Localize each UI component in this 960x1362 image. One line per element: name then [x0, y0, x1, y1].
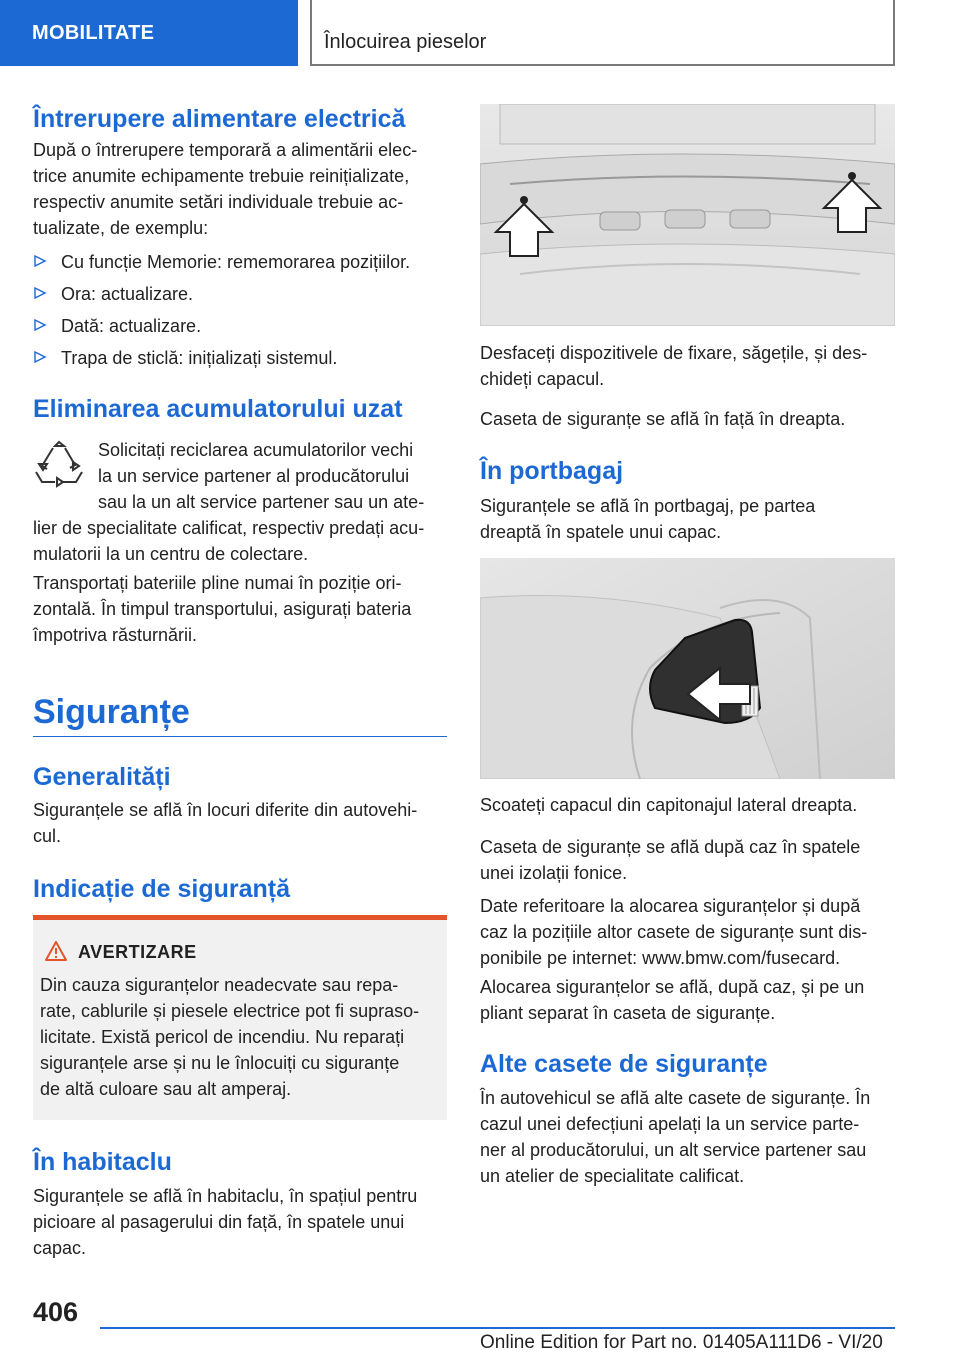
general-text [33, 797, 417, 849]
footer-rule [100, 1327, 895, 1329]
text-line: unei izolații fonice. [480, 863, 628, 883]
other-fuseboxes-heading: Alte casete de siguranțe [480, 1050, 768, 1078]
trunk-heading: În portbagaj [480, 457, 624, 485]
step-remove-cover-text: Scoateți capacul din capitonajul lateral dreapta. [480, 795, 858, 815]
triangle-right-outline-icon [33, 286, 47, 300]
battery-disposal-text [33, 515, 424, 567]
battery-disposal-heading: Eliminarea acumulatorului uzat [33, 395, 403, 423]
safety-note-heading: Indicație de siguranță [33, 875, 291, 903]
text-line: În autovehicul se află alte casete de siguranțe. În [480, 1088, 871, 1108]
chapter-title: Înlocuirea pieselor [324, 31, 487, 53]
triangle-right-outline-icon [33, 350, 47, 364]
text-line: pliant separat în caseta de siguranțe. [480, 1003, 776, 1023]
list-item-text: Dată: actualizare. [61, 316, 202, 336]
list-item-text: Cu funcție Memorie: rememorarea pozițiilor. [61, 252, 411, 272]
text-line: mulatorii la un centru de colectare. [33, 544, 309, 564]
fuses-chapter-heading: Siguranțe [33, 693, 190, 731]
text-line: caz la pozițiile altor casete de siguranțe sunt dis- [480, 922, 868, 942]
triangle-right-outline-icon [33, 254, 47, 268]
battery-transport-text [33, 570, 411, 648]
list-item [33, 249, 447, 275]
power-interruption-text [33, 137, 417, 241]
front-fusebox-location-text: Caseta de siguranțe se află în față în dreapta. [480, 409, 846, 429]
text-line: cazul unei defecțiuni apelați la un service parte- [480, 1114, 860, 1134]
list-item [33, 313, 447, 339]
fuse-leaflet-text [480, 974, 864, 1026]
header-frame-bottom [311, 64, 895, 66]
cabin-text [33, 1183, 417, 1261]
text-line: Din cauza siguranțelor neadecvate sau repa- [40, 975, 399, 995]
text-line: Alocarea siguranțelor se află, după caz, și pe un [480, 977, 865, 997]
list-item [33, 345, 447, 371]
text-line: ponibile pe internet: www.bmw.com/fusecard. [480, 948, 841, 968]
list-item [33, 281, 447, 307]
triangle-right-outline-icon [33, 318, 47, 332]
text-line: Desfaceți dispozitivele de fixare, săgețile, și des- [480, 343, 868, 363]
text-line: respectiv anumite setări individuale trebuie ac- [33, 192, 404, 212]
text-line: Siguranțele se află în locuri diferite din autovehi- [33, 800, 418, 820]
text-line: licitate. Există pericol de incendiu. Nu reparați [40, 1027, 405, 1047]
text-line: ner al producătorului, un alt service partener sau [480, 1140, 867, 1160]
text-line: tualizate, de exemplu: [33, 218, 209, 238]
page-header [0, 0, 960, 66]
text-line: După o întrerupere temporară a alimentării elec- [33, 140, 418, 160]
text-line: sau la un alt service partener sau un ate- [98, 492, 425, 512]
text-line: Transportați bateriile pline numai în poziție ori- [33, 573, 402, 593]
text-line: cul. [33, 826, 62, 846]
warning-text [40, 972, 419, 1102]
text-line: Caseta de siguranțe se află după caz în spatele [480, 837, 861, 857]
trunk-cover-photo [480, 558, 895, 779]
text-line: rate, cablurile și piesele electrice pot fi supraso- [40, 1001, 420, 1021]
text-line: zontală. În timpul transportului, asigurați bateria [33, 599, 412, 619]
step-open-cover-text [480, 340, 867, 392]
text-line: un atelier de specialitate calificat. [480, 1166, 745, 1186]
glovebox-cover-photo [480, 104, 895, 326]
recycle-icon [33, 440, 85, 492]
other-fuseboxes-text [480, 1085, 870, 1189]
general-heading: Generalități [33, 763, 171, 791]
text-line: picioare al pasagerului din față, în spatele unui [33, 1212, 405, 1232]
text-line: dreaptă în spatele unui capac. [480, 522, 722, 542]
edition-note: Online Edition for Part no. 01405A111D6 - VI/20 [480, 1332, 883, 1353]
trunk-text [480, 493, 815, 545]
warning-triangle-icon [44, 940, 68, 962]
text-line: capac. [33, 1238, 87, 1258]
text-line: trice anumite echipamente trebuie reinițializate, [33, 166, 410, 186]
text-line: împotriva răsturnării. [33, 625, 198, 645]
battery-disposal-text-indented [98, 437, 424, 515]
list-item-text: Ora: actualizare. [61, 284, 194, 304]
header-frame-right [893, 0, 895, 66]
list-item-text: Trapa de sticlă: inițializați sistemul. [61, 348, 338, 368]
header-divider [310, 0, 312, 66]
trunk-fusebox-location-text [480, 834, 860, 886]
text-line: Date referitoare la alocarea siguranțelor și după [480, 896, 861, 916]
text-line: Siguranțele se află în habitaclu, în spațiul pentru [33, 1186, 418, 1206]
fuse-assignment-info-text [480, 893, 867, 971]
text-line: chideți capacul. [480, 369, 605, 389]
page-number: 406 [33, 1297, 79, 1327]
section-tab: MOBILITATE [0, 0, 298, 66]
chapter-rule [33, 736, 447, 737]
text-line: de altă culoare sau alt amperaj. [40, 1079, 292, 1099]
text-line: siguranțele arse și nu le înlocuiți cu siguranțe [40, 1053, 400, 1073]
text-line: Siguranțele se află în portbagaj, pe partea [480, 496, 816, 516]
power-interruption-heading: Întrerupere alimentare electrică [33, 105, 406, 133]
text-line: la un service partener al producătorului [98, 466, 410, 486]
text-line: Solicitați reciclarea acumulatorilor vechi [98, 440, 414, 460]
warning-label: AVERTIZARE [78, 942, 197, 962]
text-line: lier de specialitate calificat, respectiv predați acu- [33, 518, 425, 538]
cabin-heading: În habitaclu [33, 1148, 172, 1176]
